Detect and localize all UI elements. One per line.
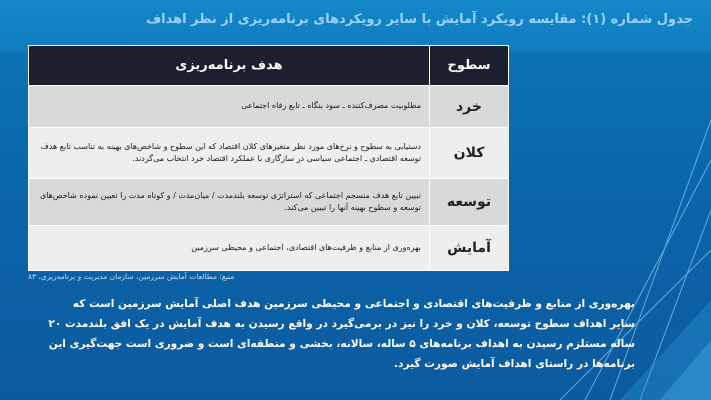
- row-description: بهره‌وری از منابع و ظرفیت‌های اقتصادی، اجتماعی و محیطی سرزمین: [29, 226, 430, 271]
- table-row: [29, 128, 509, 179]
- row-description: تبیین تابع هدف منسجم اجتماعی که استراتژی توسعه بلندمدت / میان‌مدت / و کوتاه مدت را تعیین نموده شاخص‌های توسعه و سطوح بهینه آنها را تبیین می‌کند.: [29, 179, 430, 226]
- table-row: [29, 86, 509, 128]
- table-title: جدول شماره (۱): مقایسه رویکرد آمایش با سایر رویکردهای برنامه‌ریزی از نظر اهداف: [146, 12, 693, 27]
- table-row: [29, 226, 509, 271]
- table-source: منبع: مطالعات آمایش سرزمین، سازمان مدیریت و برنامه‌ریزی، ۸۳: [28, 272, 235, 281]
- table-header-row: [29, 46, 509, 86]
- row-level: کلان: [430, 128, 509, 179]
- row-description: دستیابی به سطوح و نرخ‌های مورد نظر متغیرهای کلان اقتصاد که این سطوح و شاخص‌های بهینه به تناسب تابع هدف توسعه اقتصادی ـ اجتماعی سیاسی در سازگاری با عملکرد اقتصاد خرد انتخاب می‌گردند.: [29, 128, 430, 179]
- header-level: سطوح: [430, 46, 509, 86]
- comparison-table: [28, 45, 509, 271]
- table-row: [29, 179, 509, 226]
- row-level: آمایش: [430, 226, 509, 271]
- body-paragraph: بهره‌وری از منابع و ظرفیت‌های اقتصادی و اجتماعی و محیطی سرزمین هدف اصلی آمایش سرزمین است که سایر اهداف سطوح توسعه، کلان و خرد را نیز در برمی‌گیرد در واقع رسیدن به هدف آمایش در یک افق بلندمدت ۲۰ ساله مستلزم رسیدن به اهداف برنامه‌های ۵ ساله، سالانه، بخشی و منطقه‌ای است و ضروری است جهت‌گیری این برنامه‌ها در راستای اهداف آمایش صورت گیرد.: [48, 298, 635, 370]
- row-level: خرد: [430, 86, 509, 128]
- row-level: توسعه: [430, 179, 509, 226]
- row-description: مطلوبیت مصرف‌کننده ـ سود بنگاه ـ تابع رفاه اجتماعی: [29, 86, 430, 128]
- header-goal: هدف برنامه‌ریزی: [29, 46, 430, 86]
